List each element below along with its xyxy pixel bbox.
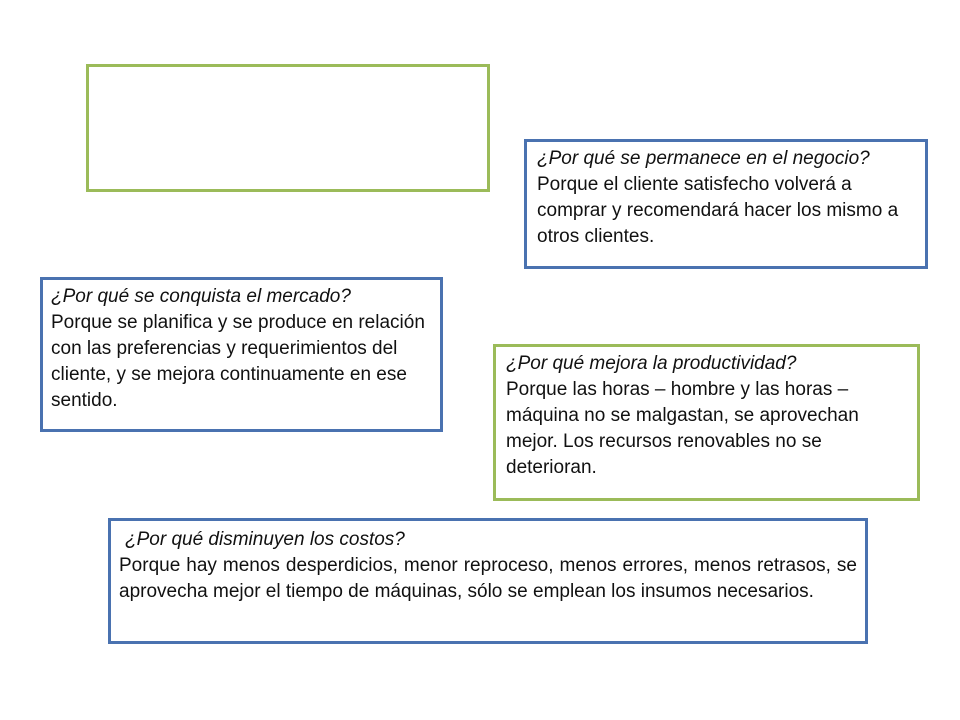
costs-box: [108, 518, 868, 644]
market-answer: Porque se planifica y se produce en relación con las preferencias y requerimientos del cliente, y se mejora continuamente en ese sentido.: [51, 312, 425, 411]
permanence-box: [524, 139, 928, 269]
market-box: [40, 277, 443, 432]
costs-answer: Porque hay menos desperdicios, menor reproceso, menos errores, menos retrasos, se aprovecha mejor el tiempo de máquinas, sólo se emplean los insumos necesarios.: [119, 555, 857, 602]
market-question: ¿Por qué se conquista el mercado?: [51, 286, 351, 307]
productivity-question: ¿Por qué mejora la productividad?: [506, 353, 797, 374]
permanence-question: ¿Por qué se permanece en el negocio?: [537, 148, 870, 169]
productivity-answer: Porque las horas – hombre y las horas – máquina no se malgastan, se aprovechan mejor. Los recursos renovables no se deterioran.: [506, 379, 859, 478]
permanence-answer: Porque el cliente satisfecho volverá a comprar y recomendará hacer los mismo a otros clientes.: [537, 174, 899, 247]
productivity-box: [493, 344, 920, 501]
costs-question: ¿Por qué disminuyen los costos?: [125, 529, 405, 550]
empty-text-box: [86, 64, 490, 192]
